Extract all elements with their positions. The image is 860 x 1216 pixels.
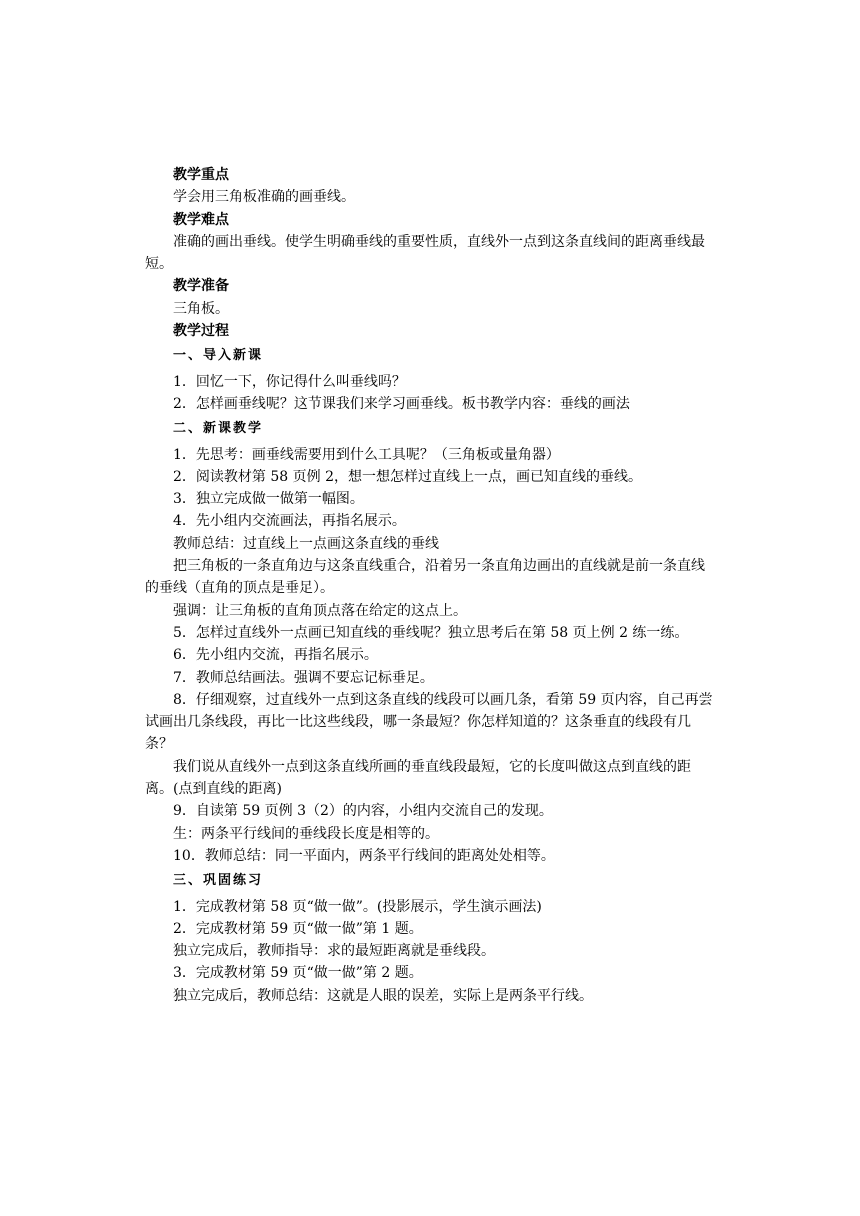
list-item: 9．自读第 59 页例 3（2）的内容，小组内交流自己的发现。 <box>173 803 553 820</box>
list-item: 独立完成后，教师指导：求的最短距离就是垂线段。 <box>173 943 495 960</box>
list-item: 1．先思考：画垂线需要用到什么工具呢？（三角板或量角器） <box>173 446 560 463</box>
list-item: 2．怎样画垂线呢？这节课我们来学习画垂线。板书教学内容：垂线的画法 <box>173 395 630 412</box>
paragraph: 我们说从直线外一点到这条直线所画的垂直线段最短，它的长度叫做这点到直线的距离。(点到直线的距离) <box>145 758 691 798</box>
section-heading-difficulty: 教学难点 <box>173 211 229 228</box>
list-item: 3．独立完成做一做第一幅图。 <box>173 491 364 508</box>
list-item: 独立完成后，教师总结：这就是人眼的误差，实际上是两条平行线。 <box>173 987 593 1004</box>
list-item: 7．教师总结画法。强调不要忘记标垂足。 <box>173 669 434 686</box>
list-item: 1．回忆一下，你记得什么叫垂线吗？ <box>173 373 406 390</box>
difficulty-text: 准确的画出垂线。使学生明确垂线的重要性质，直线外一点到这条直线间的距离垂线最短。 <box>145 233 705 273</box>
paragraph: 把三角板的一条直角边与这条直线重合，沿着另一条直角边画出的直线就是前一条直线的垂线（直角的顶点是垂足）。 <box>145 558 705 597</box>
paragraph: 8．仔细观察，过直线外一点到这条直线的线段可以画几条，看第 59 页内容，自己再尝试画出几条线段，再比一比这些线段，哪一条最短？你怎样知道的？这条垂直的线段有几条？ <box>145 691 713 753</box>
list-item: 生：两条平行线间的垂线段长度是相等的。 <box>173 825 439 842</box>
list-item: 5．怎样过直线外一点画已知直线的垂线呢？独立思考后在第 58 页上例 2 练一练。 <box>173 624 689 641</box>
list-item: 10．教师总结：同一平面内，两条平行线间的距离处处相等。 <box>173 847 555 864</box>
focus-text: 学会用三角板准确的画垂线。 <box>173 189 355 206</box>
subheading-practice: 三、巩固练习 <box>173 873 264 889</box>
section-heading-preparation: 教学准备 <box>173 278 229 295</box>
subheading-intro: 一、导入新课 <box>173 348 264 364</box>
preparation-text: 三角板。 <box>173 300 229 317</box>
list-item: 2．阅读教材第 58 页例 2，想一想怎样过直线上一点，画已知直线的垂线。 <box>173 468 642 485</box>
list-item: 3．完成教材第 59 页“做一做”第 2 题。 <box>173 965 423 982</box>
lesson-plan-content <box>145 164 717 1007</box>
list-item: 2．完成教材第 59 页“做一做”第 1 题。 <box>173 920 423 937</box>
list-item: 强调：让三角板的直角顶点落在给定的这点上。 <box>173 602 467 619</box>
list-item: 4．先小组内交流画法，再指名展示。 <box>173 513 406 530</box>
list-item: 6．先小组内交流，再指名展示。 <box>173 647 378 664</box>
subheading-new-lesson: 二、新课教学 <box>173 421 264 437</box>
section-heading-focus: 教学重点 <box>173 167 229 183</box>
section-heading-process: 教学过程 <box>173 323 229 340</box>
list-item: 1．完成教材第 58 页“做一做”。(投影展示，学生演示画法) <box>173 898 542 915</box>
list-item: 教师总结：过直线上一点画这条直线的垂线 <box>173 535 439 552</box>
